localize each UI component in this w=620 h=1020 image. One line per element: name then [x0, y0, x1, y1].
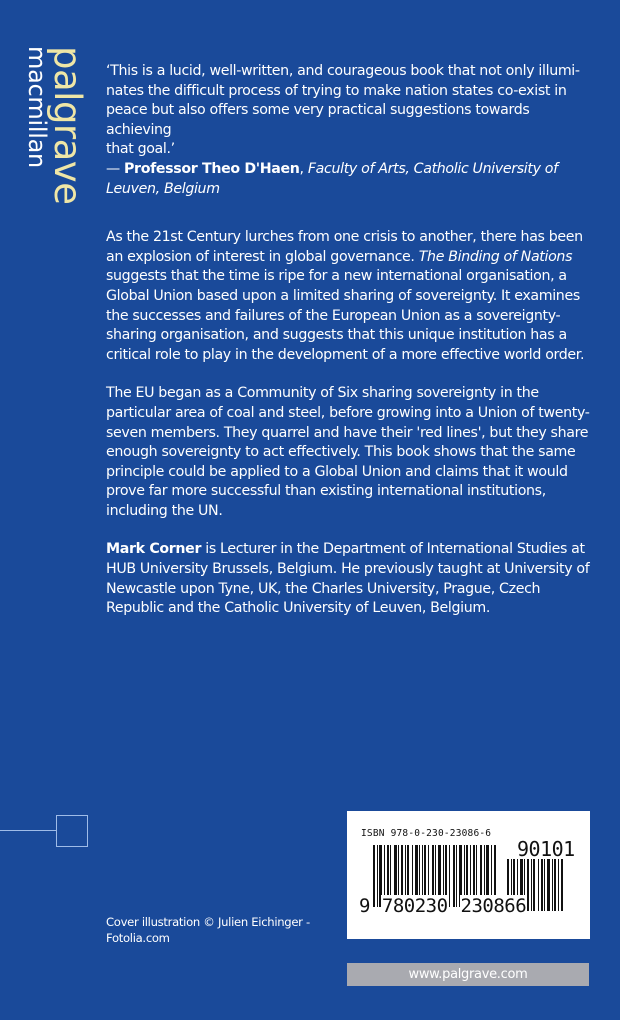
ean-right-digits: 230866 — [460, 895, 527, 917]
description-text: As the 21st Century lurches from one crisis to another, there has been an explosion of interest in global governance. — [106, 229, 583, 265]
cover-illustration-credit: Cover illustration © Julien Eichinger - Fotolia.com — [106, 915, 310, 945]
author-name: Mark Corner — [106, 541, 202, 558]
isbn-barcode — [347, 811, 590, 939]
isbn-label: ISBN 978-0-230-23086-6 — [361, 828, 492, 839]
description-text: suggests that the time is ripe for a new international organisation, a Global Union based upon a limited sharing of sovereignty. It examines the successes and failures of the European Union as a sovereignty-sharing organisation, and suggests that this unique institution has a critical role to play in the development of a more effective world order. — [106, 268, 585, 363]
decorative-line — [0, 830, 56, 831]
quote-comma: , — [299, 160, 308, 177]
ean-digits — [359, 895, 527, 917]
quote-dash: — — [106, 160, 124, 177]
addon-digits: 90101 — [517, 837, 575, 861]
logo-macmillan-text: macmillan — [23, 46, 51, 168]
quote-line-2: nates the difficult process of trying to make nation states co-exist in — [106, 82, 567, 99]
publisher-logo — [22, 46, 89, 205]
description-paragraph-1 — [106, 228, 596, 365]
author-bio — [106, 540, 596, 618]
quote-author: Professor Theo D'Haen — [124, 160, 300, 177]
author-bio-text: is Lecturer in the Department of International Studies at HUB University Brussels, Belgium. He previously taught at University of Newcastle upon Tyne, UK, the Charles University, Prague, Czech Republic and the Catholic University of Leuven, Belgium. — [106, 541, 590, 617]
quote-line-3: peace but also offers some very practical suggestions towards achieving — [106, 102, 530, 138]
book-title: The Binding of Nations — [418, 248, 573, 265]
quote-line-4: that goal.’ — [106, 141, 175, 158]
logo-palgrave-text: palgrave — [46, 46, 89, 205]
endorsement-quote — [106, 62, 596, 199]
quote-line-1: ‘This is a lucid, well-written, and courageous book that not only illumi- — [106, 63, 580, 79]
ean-first-digit: 9 — [359, 895, 370, 917]
publisher-url: www.palgrave.com — [347, 963, 589, 986]
ean-left-digits: 780230 — [381, 895, 448, 917]
back-cover-content — [106, 62, 596, 638]
quote-affiliation: Faculty of Arts, Catholic University of Leuven, Belgium — [106, 160, 558, 197]
decorative-square — [56, 815, 88, 847]
description-paragraph-2: The EU began as a Community of Six sharing sovereignty in the particular area of coal and steel, before growing into a Union of twenty-seven members. They quarrel and have their 'red lines', but they share enough sovereignty to act effectively. This book shows that the same principle could be applied to a Global Union and claims that it would prove far more successful than existing international institutions, including the UN. — [106, 385, 590, 519]
